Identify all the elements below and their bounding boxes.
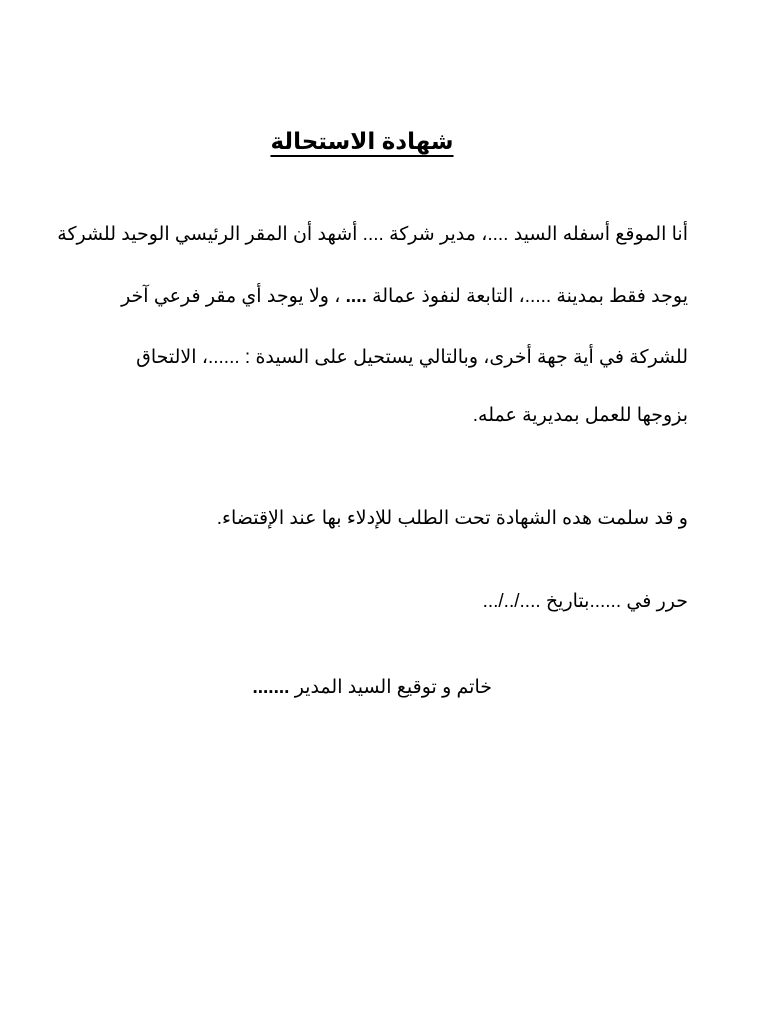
line-2-bold-dots: .... — [345, 286, 367, 307]
place-date-line: حرر في ......بتاريخ ..../../... — [482, 591, 688, 612]
signature-dots: ....... — [252, 677, 290, 698]
paragraph-line-3: للشركة في أية جهة أخرى، وبالتالي يستحيل على السيدة : ......، الالتحاق — [136, 347, 688, 368]
paragraph-line-1: أنا الموقع أسفله السيد ....، مدير شركة .... أشهد أن المقر الرئيسي الوحيد للشركة — [57, 224, 688, 245]
paragraph-line-2 — [38, 285, 688, 308]
signature-line — [252, 676, 492, 699]
paragraph-line-4: بزوجها للعمل بمديرية عمله. — [472, 405, 688, 426]
signature-label: خاتم و توقيع السيد المدير — [294, 677, 492, 698]
line-2-part-2: ، ولا يوجد أي مقر فرعي آخر — [121, 286, 341, 307]
line-2-part-1: يوجد فقط بمدينة .....، التابعة لنفوذ عمالة — [372, 286, 688, 307]
delivery-statement: و قد سلمت هده الشهادة تحت الطلب للإدلاء بها عند الإقتضاء. — [216, 508, 688, 529]
document-title-text: شهادة الاستحالة — [270, 128, 454, 154]
document-title — [0, 128, 724, 155]
